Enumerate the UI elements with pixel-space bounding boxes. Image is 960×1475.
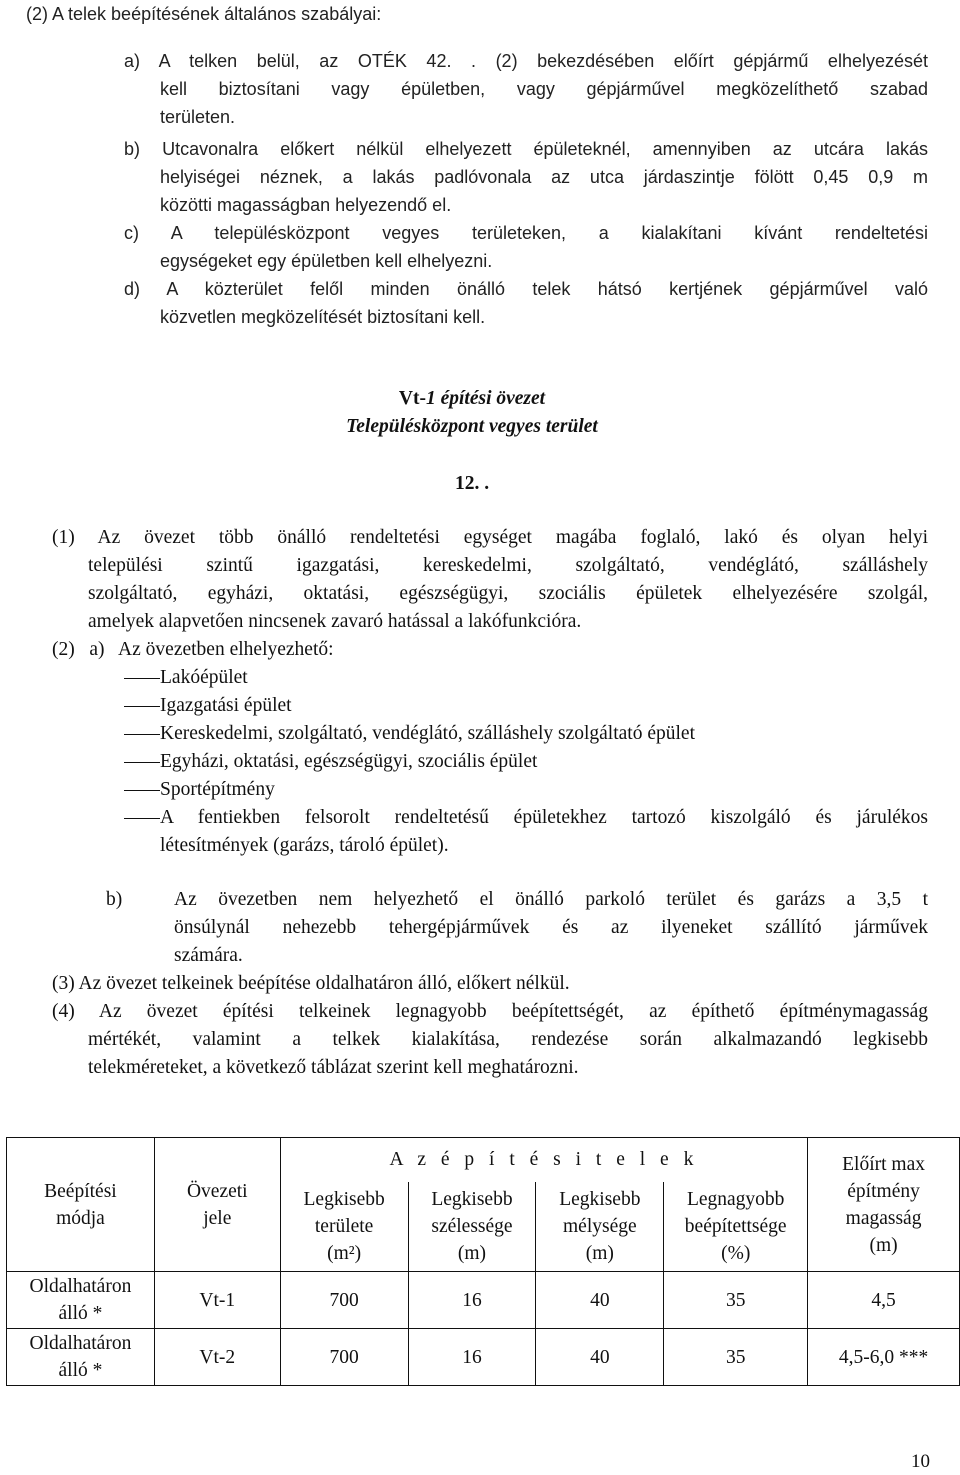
zone-heading [0,385,944,413]
par3: (3) Az övezet telkeinek beépítése oldalhatáron álló, előkert nélkül. [52,973,570,994]
par2b-line3: számára. [174,945,243,966]
par2-intro: (2) a) Az övezetben elhelyezhető: [52,639,334,660]
cell-coverage: 35 [664,1272,808,1329]
rule-c-line2: egységeket egy épületben kell elhelyezni. [160,251,493,271]
list-dash [124,678,160,679]
cell-height: 4,5-6,0 *** [808,1329,960,1386]
list-dash [124,762,160,763]
par1-line1: (1) Az övezet több önálló rendeltetési egységet magába foglaló, lakó és olyan helyi [52,527,928,548]
list-dash [124,706,160,707]
rule-b-line1: b) Utcavonalra előkert nélkül elhelyezett épületeknél, amennyiben az utcára lakás [124,139,928,159]
header-building-plot: A z é p í t é s i t e l e k [280,1138,807,1182]
header-min-width: Legkisebb szélessége (m) [408,1182,536,1272]
rule-a-line3: területen. [160,107,236,127]
par1-line3: szolgáltató, egyházi, oktatási, egészségügyi, szociális épületek elhelyezésére szolgál, [88,583,928,604]
section-title: (2) A telek beépítésének általános szabályai: [26,4,382,24]
cell-mode: Oldalhatáron álló * [7,1329,155,1386]
zone-title: 1 építési övezet [425,388,546,409]
cell-coverage: 35 [664,1329,808,1386]
header-max-coverage: Legnagyobb beépítettsége (%) [664,1182,808,1272]
allowed-item: Lakóépület [160,667,248,688]
page-number: 10 [911,1451,930,1472]
rule-a-line2: kell biztosítani vagy épületben, vagy gépjárművel megközelíthető szabad [160,79,928,99]
header-min-area: Legkisebb területe (m²) [280,1182,408,1272]
cell-depth: 40 [536,1329,664,1386]
header-zone-code: Övezeti jele [154,1138,280,1272]
rule-b-line3: közötti magasságban helyezendő el. [160,195,452,215]
zone-subtitle: Településközpont vegyes terület [346,416,598,437]
allowed-item: A fentiekben felsorolt rendeltetésű épületekhez tartozó kiszolgáló és járulékos [160,807,928,828]
rule-d-line1: d) A közterület felől minden önálló telek hátsó kertjének gépjárművel való [124,279,928,299]
cell-area: 700 [280,1329,408,1386]
cell-height: 4,5 [808,1272,960,1329]
allowed-item: Kereskedelmi, szolgáltató, vendéglátó, szálláshely szolgáltató épület [160,723,695,744]
par1-line2: települési szintű igazgatási, kereskedelmi, szolgáltató, vendéglátó, szálláshely [88,555,928,576]
regulation-table [6,1137,960,1386]
par2b-label: b) [106,889,123,910]
rule-c-line1: c) A településközpont vegyes területeken, a kialakítani kívánt rendeltetési [124,223,928,243]
table-row [7,1329,960,1386]
cell-zone: Vt-2 [154,1329,280,1386]
header-min-depth: Legkisebb mélysége (m) [536,1182,664,1272]
allowed-item-continued: létesítmények (garázs, tároló épület). [160,835,449,856]
allowed-item: Igazgatási épület [160,695,292,716]
list-dash [124,818,160,819]
cell-depth: 40 [536,1272,664,1329]
cell-width: 16 [408,1329,536,1386]
cell-zone: Vt-1 [154,1272,280,1329]
section-number: 12. . [454,473,490,494]
cell-width: 16 [408,1272,536,1329]
rule-d-line2: közvetlen megközelítését biztosítani kell. [160,307,486,327]
par1-line4: amelyek alapvetően nincsenek zavaró hatással a lakófunkcióra. [88,611,582,632]
header-building-mode: Beépítési módja [7,1138,155,1272]
par4-line2: mértékét, valamint a telkek kialakítása, rendezése során alkalmazandó legkisebb [88,1029,928,1050]
par2b-line1: Az övezetben nem helyezhető el önálló parkoló terület és garázs a 3,5 t [174,889,928,910]
header-max-height: Előírt max építmény magasság (m) [808,1138,960,1272]
rule-a-line1: a) A telken belül, az OTÉK 42. . (2) bekezdésében előírt gépjármű elhelyezését [124,51,928,71]
allowed-item: Sportépítmény [160,779,275,800]
cell-mode: Oldalhatáron álló * [7,1272,155,1329]
cell-area: 700 [280,1272,408,1329]
zone-code: Vt- [398,388,426,409]
par2b-line2: önsúlynál nehezebb tehergépjárművek és az ilyeneket szállító járművek [174,917,928,938]
table-row [7,1272,960,1329]
list-dash [124,790,160,791]
par4-line3: telekméreteket, a következő táblázat szerint kell meghatározni. [88,1057,579,1078]
list-dash [124,734,160,735]
par4-line1: (4) Az övezet építési telkeinek legnagyobb beépítettségét, az építhető építménymagasság [52,1001,928,1022]
allowed-item: Egyházi, oktatási, egészségügyi, szociális épület [160,751,538,772]
rule-b-line2: helyiségei néznek, a lakás padlóvonala az utca járdaszintje fölött 0,45 0,9 m [160,167,928,187]
